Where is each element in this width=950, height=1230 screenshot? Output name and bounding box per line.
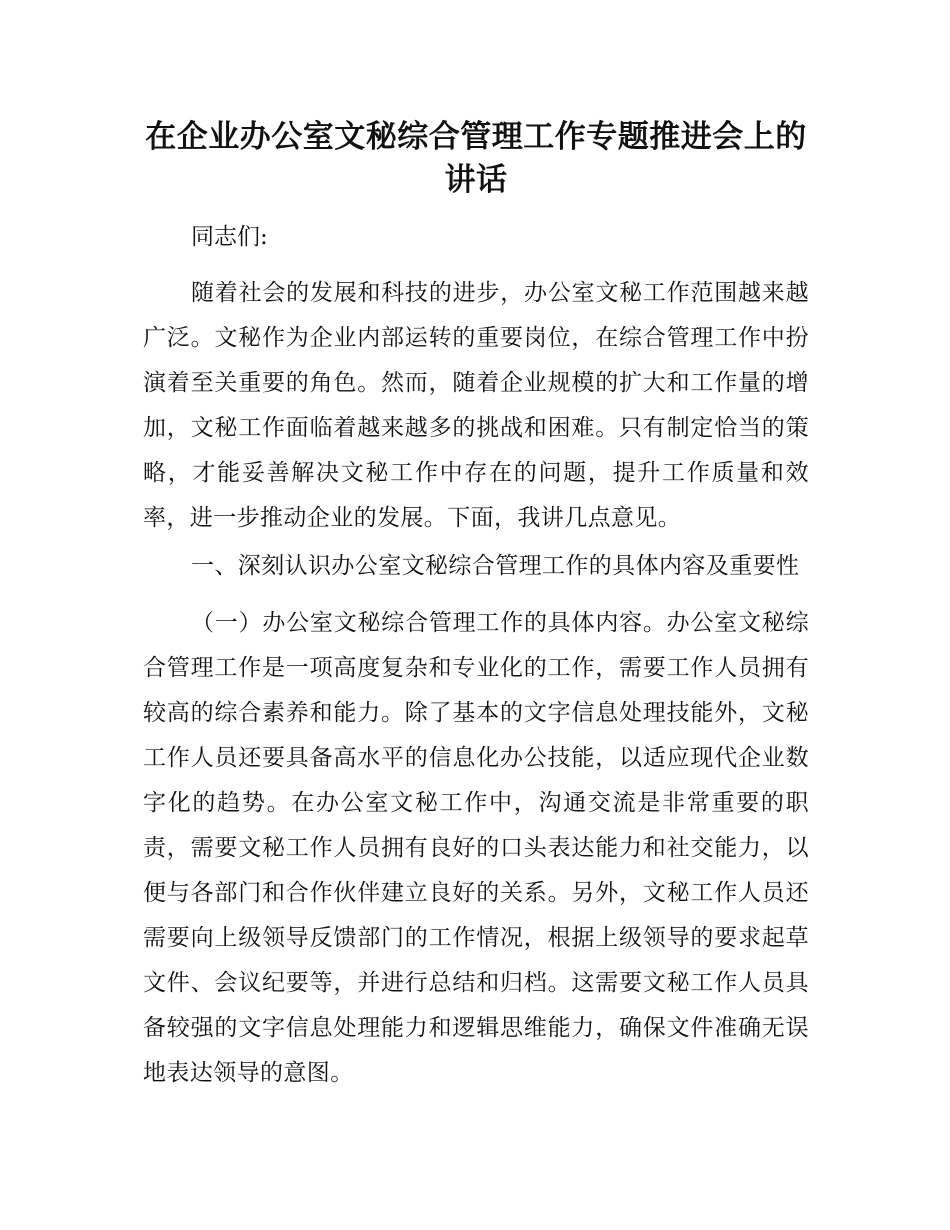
section-heading-1: 一、深刻认识办公室文秘综合管理工作的具体内容及重要性 (191, 553, 800, 579)
document-title: 在企业办公室文秘综合管理工作专题推进会上的讲话 (145, 119, 807, 198)
paragraph-intro: 随着社会的发展和科技的进步，办公室文秘工作范围越来越广泛。文秘作为企业内部运转的重要岗位，在综合管理工作中扮演着至关重要的角色。然而，随着企业规模的扩大和工作量的增加，文秘工作面临着越来越多的挑战和困难。只有制定恰当的策略，才能妥善解决文秘工作中存在的问题，提升工作质量和效率，进一步推动企业的发展。下面，我讲几点意见。 (143, 280, 809, 531)
salutation: 同志们: (191, 224, 268, 250)
paragraph-section-1-1: （一）办公室文秘综合管理工作的具体内容。办公室文秘综合管理工作是一项高度复杂和专业化的工作，需要工作人员拥有较高的综合素养和能力。除了基本的文字信息处理技能外，文秘工作人员还要具备高水平的信息化办公技能，以适应现代企业数字化的趋势。在办公室文秘工作中，沟通交流是非常重要的职责，需要文秘工作人员拥有良好的口头表达能力和社交能力，以便与各部门和合作伙伴建立良好的关系。另外，文秘工作人员还需要向上级领导反馈部门的工作情况，根据上级领导的要求起草文件、会议纪要等，并进行总结和归档。这需要文秘工作人员具备较强的文字信息处理能力和逻辑思维能力，确保文件准确无误地表达领导的意图。 (143, 610, 809, 1086)
document-page (143, 0, 809, 1096)
